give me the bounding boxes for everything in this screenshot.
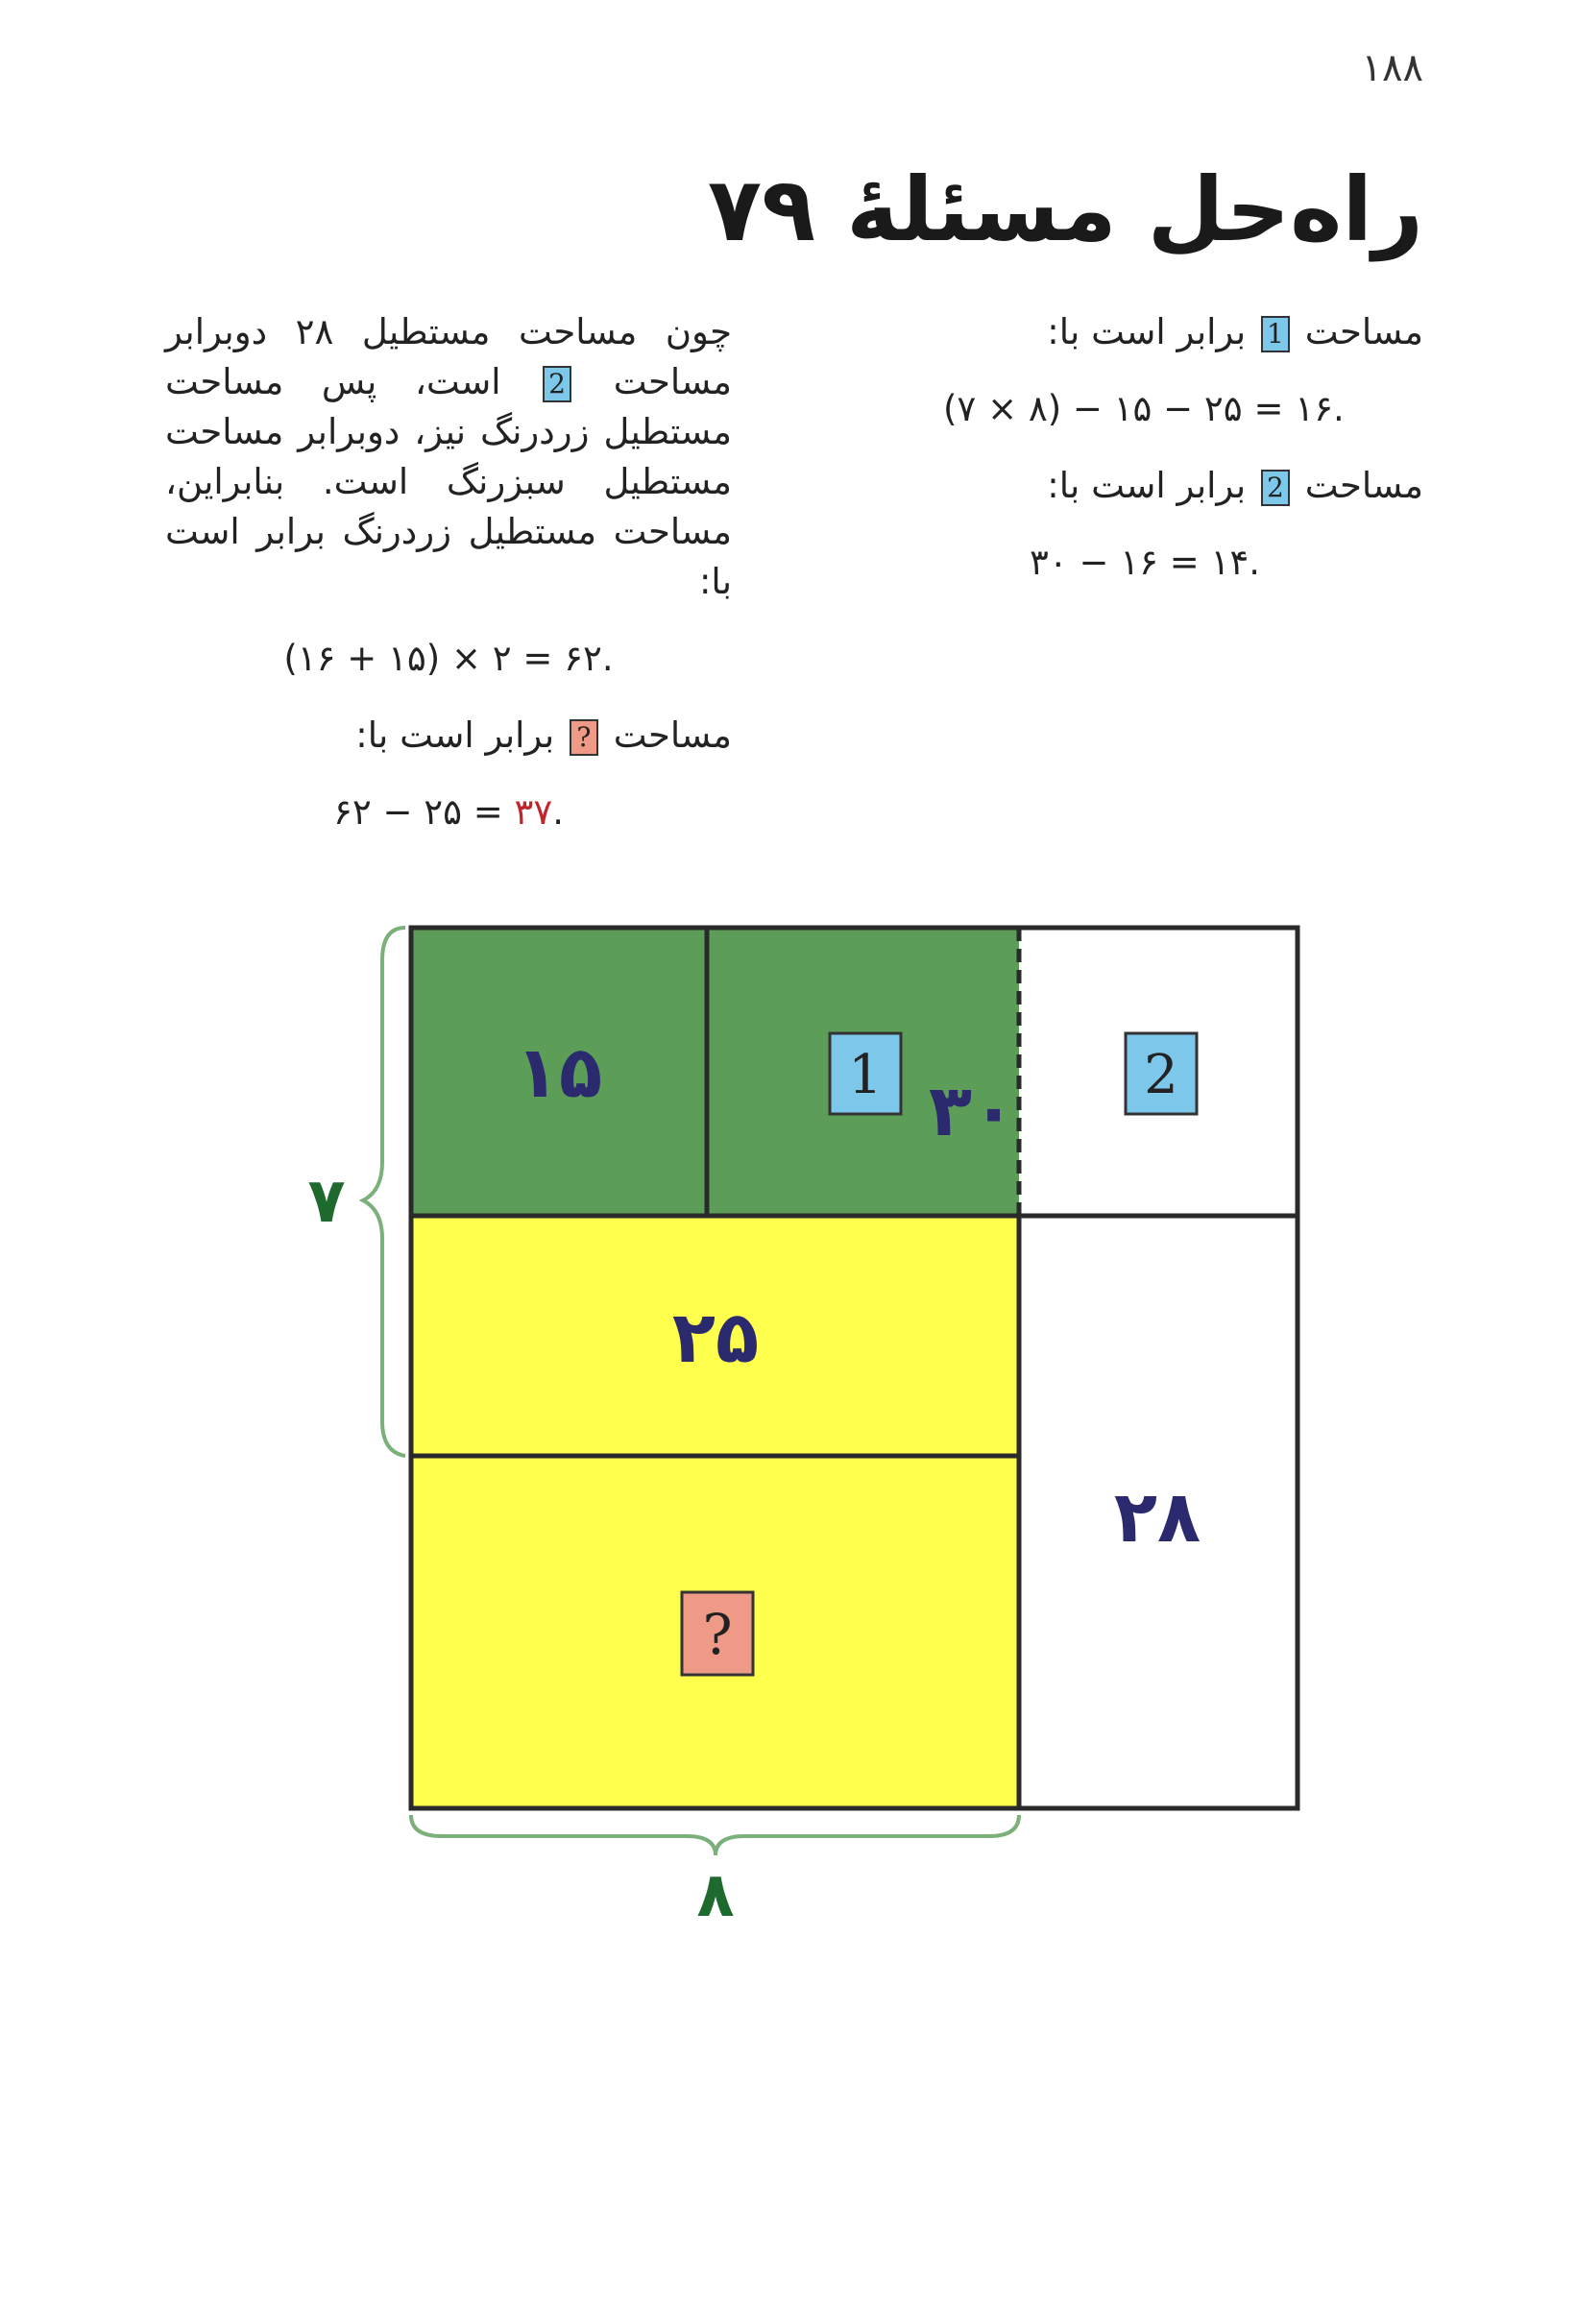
unknown-region-tag: ? [570, 719, 598, 756]
page-title: راه‌حل مسئلهٔ ۷۹ [707, 158, 1423, 261]
equation-area-1: (۷ × ۸) − ۱۵ − ۲۵ = ۱۶. [943, 388, 1345, 429]
answer-value: ۳۷ [514, 791, 553, 833]
page-number: ۱۸۸ [1361, 46, 1423, 90]
reasoning-part-1: چون مساحت مستطیل ۲۸ دوبرابر مساحت [165, 311, 733, 402]
area-2-text: برابر است با: [1047, 465, 1247, 506]
area-1-word: مساحت [1304, 311, 1423, 352]
region-2-tag: 2 [1261, 470, 1290, 506]
diagram-tag-2-text: 2 [1144, 1044, 1178, 1106]
unknown-area-word: مساحت [613, 714, 732, 756]
equation-area-2: ۳۰ − ۱۶ = ۱۴. [1029, 542, 1261, 583]
left-brace [363, 928, 405, 1456]
diagram-tag-question [682, 1592, 753, 1675]
diagram-tag-2 [1126, 1033, 1197, 1114]
label-30: ۳۰ [928, 1070, 1016, 1152]
label-25: ۲۵ [671, 1296, 760, 1379]
unknown-area-text: برابر است با: [355, 714, 555, 756]
diagram-tag-question-text: ? [702, 1602, 733, 1667]
label-7: ۷ [307, 1166, 346, 1237]
equation-unknown-prefix: ۶۲ − ۲۵ = [332, 791, 515, 833]
label-8: ۸ [696, 1860, 735, 1931]
bottom-brace [411, 1815, 1019, 1855]
region-1-tag: 1 [1261, 316, 1290, 352]
area-2-word: مساحت [1304, 465, 1423, 506]
diagram-tag-1 [830, 1033, 901, 1114]
reasoning-region-2-tag: 2 [543, 366, 571, 402]
reasoning-part-2: است، پس مساحت مستطیل زردرنگ نیز، دوبرابر مساحت مستطیل سبزرنگ است. بنابراین، مساحت مستطیل زردرنگ برابر است با: [165, 361, 732, 602]
equation-unknown-suffix: . [552, 791, 565, 833]
area-1-text: برابر است با: [1047, 311, 1247, 352]
equation-yellow-area: (۱۶ + ۱۵) × ۲ = ۶۲. [283, 638, 614, 679]
label-28: ۲۸ [1113, 1476, 1201, 1559]
label-15: ۱۵ [515, 1031, 603, 1114]
diagram-tag-1-text: 1 [848, 1044, 883, 1106]
